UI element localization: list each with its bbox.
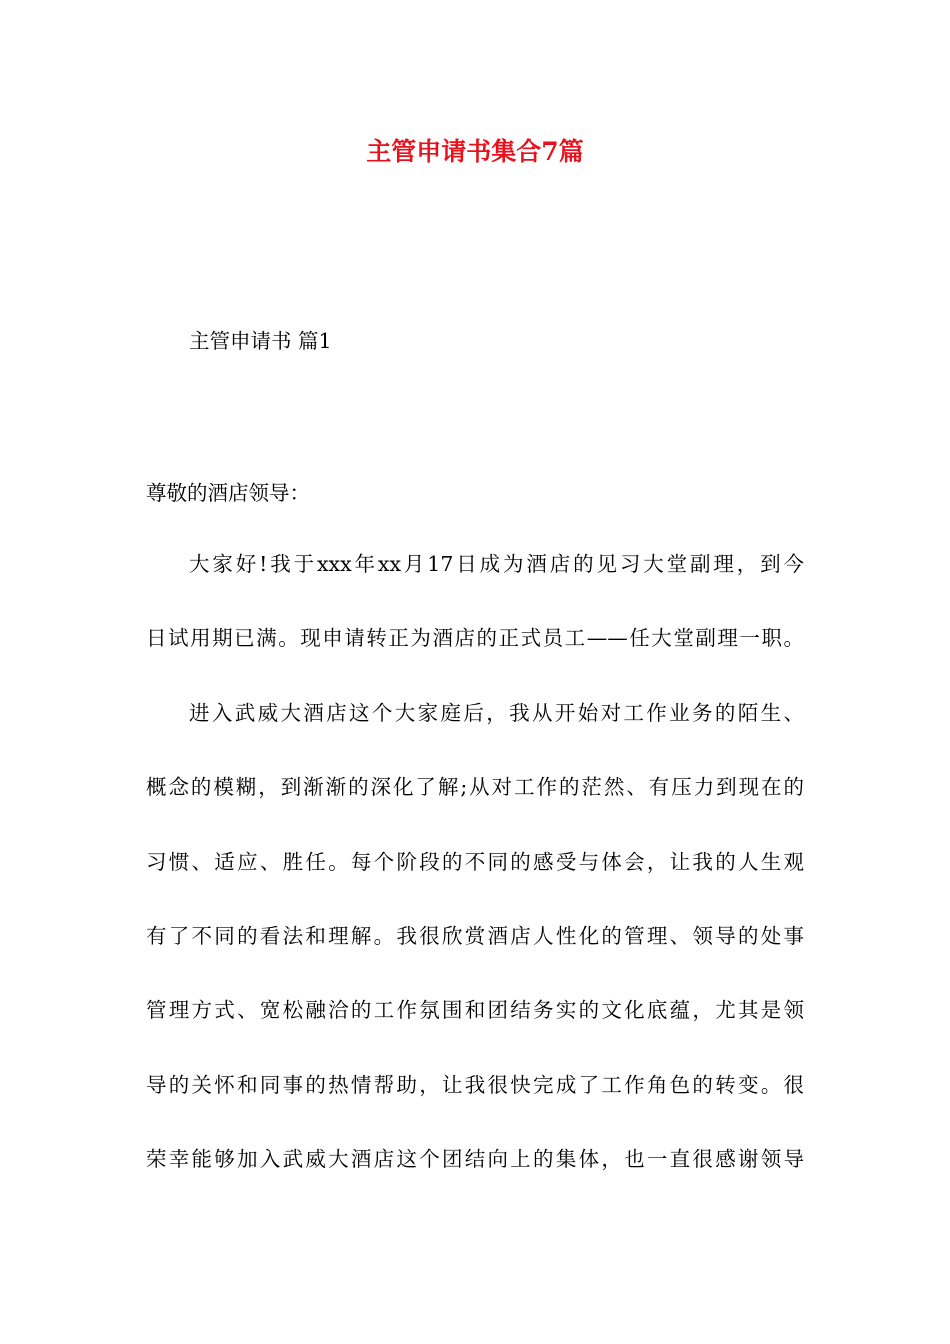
body-line: 有了不同的看法和理解。我很欣赏酒店人性化的管理、领导的处事 — [146, 924, 804, 948]
body-line: 日试用期已满。现申请转正为酒店的正式员工——任大堂副理一职。 — [146, 626, 804, 650]
document-title: 主管申请书集合7篇 — [366, 137, 584, 166]
body-line: 管理方式、宽松融洽的工作氛围和团结务实的文化底蕴，尤其是领 — [146, 998, 804, 1022]
body-line: 习惯、适应、胜任。每个阶段的不同的感受与体会，让我的人生观 — [146, 850, 804, 874]
body-line: 概念的模糊，到渐渐的深化了解;从对工作的茫然、有压力到现在的 — [146, 775, 804, 799]
salutation: 尊敬的酒店领导： — [146, 481, 310, 505]
body-line: 大家好!我于xxx年xx月17日成为酒店的见习大堂副理，到今 — [189, 552, 804, 576]
body-line: 进入武威大酒店这个大家庭后，我从开始对工作业务的陌生、 — [189, 701, 804, 725]
body-line: 导的关怀和同事的热情帮助，让我很快完成了工作角色的转变。很 — [146, 1073, 804, 1097]
body-line: 荣幸能够加入武威大酒店这个团结向上的集体，也一直很感谢领导 — [146, 1147, 804, 1171]
section-heading: 主管申请书 篇1 — [189, 329, 332, 353]
